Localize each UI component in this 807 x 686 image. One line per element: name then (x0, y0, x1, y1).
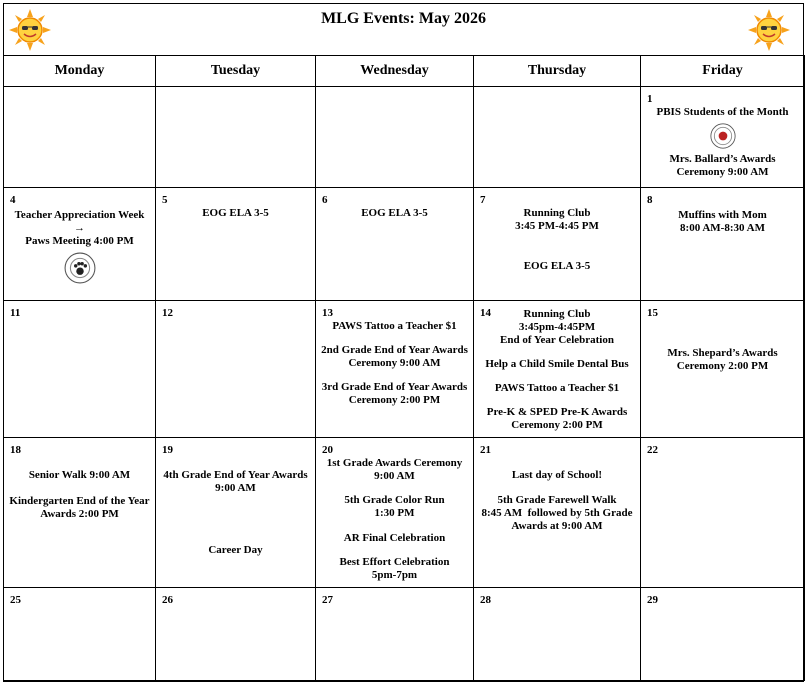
event: EOG ELA 3-5 (523, 260, 591, 272)
week-row (4, 188, 805, 301)
day-cell-20[interactable] (316, 438, 474, 588)
event: 3:45 PM-4:45 PM (515, 220, 599, 232)
event: Kindergarten End of the Year (9, 495, 150, 507)
weekday-thursday: Thursday (474, 56, 641, 87)
week-row (4, 301, 805, 438)
event: PAWS Tattoo a Teacher $1 (332, 320, 457, 332)
event: 5th Grade Color Run (344, 494, 445, 506)
day-number: 12 (162, 307, 173, 319)
day-number: 11 (10, 307, 21, 319)
day-number: 21 (480, 444, 491, 456)
day-number: 13 (322, 307, 333, 319)
calendar-grid (3, 55, 805, 681)
day-cell-11[interactable] (4, 301, 156, 438)
week-row (4, 87, 805, 188)
event: Ceremony 2:00 PM (511, 419, 603, 431)
event: Ceremony 9:00 AM (676, 166, 769, 178)
day-number: 1 (647, 93, 653, 105)
day-cell-25[interactable] (4, 588, 156, 681)
event: Senior Walk 9:00 AM (28, 469, 131, 481)
day-number: 14 (480, 307, 491, 319)
arrow-icon: → (74, 222, 85, 234)
event: 8:45 AM followed by 5th Grade (481, 507, 633, 519)
event: 1st Grade Awards Ceremony (326, 457, 463, 469)
event: Muffins with Mom (678, 209, 767, 221)
day-cell-29[interactable] (641, 588, 805, 681)
day-number: 26 (162, 594, 173, 606)
event: End of Year Celebration (500, 334, 614, 346)
school-seal-icon (710, 123, 736, 149)
event: Best Effort Celebration (339, 556, 450, 568)
event: Last day of School! (511, 469, 603, 481)
day-cell-18[interactable] (4, 438, 156, 588)
empty-day-cell (4, 87, 156, 188)
week-row (4, 588, 805, 681)
day-cell-4[interactable] (4, 188, 156, 301)
day-cell-6[interactable] (316, 188, 474, 301)
event: Ceremony 2:00 PM (676, 360, 769, 372)
event: 8:00 AM-8:30 AM (680, 222, 765, 234)
event: 3rd Grade End of Year Awards (321, 381, 468, 393)
day-number: 29 (647, 594, 658, 606)
empty-day-cell (316, 87, 474, 188)
day-cell-15[interactable] (641, 301, 805, 438)
day-cell-19[interactable] (156, 438, 316, 588)
weekday-friday: Friday (641, 56, 805, 87)
day-cell-28[interactable] (474, 588, 641, 681)
event: Ceremony 9:00 AM (348, 357, 441, 369)
day-number: 5 (162, 194, 168, 206)
day-cell-27[interactable] (316, 588, 474, 681)
event: Paws Meeting 4:00 PM (25, 235, 134, 247)
day-cell-14[interactable] (474, 301, 641, 438)
event: Awards 2:00 PM (40, 508, 119, 520)
day-cell-5[interactable] (156, 188, 316, 301)
day-cell-8[interactable] (641, 188, 805, 301)
day-cell-7[interactable] (474, 188, 641, 301)
day-number: 8 (647, 194, 653, 206)
event: 5th Grade Farewell Walk (497, 494, 617, 506)
day-cell-12[interactable] (156, 301, 316, 438)
day-cell-26[interactable] (156, 588, 316, 681)
day-cell-1[interactable] (641, 87, 805, 188)
event: Running Club (523, 207, 591, 219)
paw-seal-icon (64, 252, 96, 284)
empty-day-cell (474, 87, 641, 188)
day-number: 20 (322, 444, 333, 456)
page-title: MLG Events: May 2026 (321, 10, 486, 27)
day-number: 15 (647, 307, 658, 319)
day-number: 28 (480, 594, 491, 606)
event: EOG ELA 3-5 (361, 207, 428, 219)
day-number: 19 (162, 444, 173, 456)
event: Ceremony 2:00 PM (348, 394, 441, 406)
event: 4th Grade End of Year Awards (163, 469, 308, 481)
day-number: 25 (10, 594, 21, 606)
weekday-wednesday: Wednesday (316, 56, 474, 87)
event: Help a Child Smile Dental Bus (485, 358, 629, 370)
event: PBIS Students of the Month (656, 106, 789, 118)
day-number: 22 (647, 444, 658, 456)
day-number: 27 (322, 594, 333, 606)
weekday-tuesday: Tuesday (156, 56, 316, 87)
event: 1:30 PM (374, 507, 415, 519)
day-cell-21[interactable] (474, 438, 641, 588)
day-cell-22[interactable] (641, 438, 805, 588)
event: 3:45pm-4:45PM (518, 321, 596, 333)
event: 5pm-7pm (371, 569, 418, 581)
day-number: 6 (322, 194, 328, 206)
event: Career Day (208, 544, 263, 556)
event: PAWS Tattoo a Teacher $1 (494, 382, 620, 394)
event: Awards at 9:00 AM (511, 520, 603, 532)
day-number: 4 (10, 194, 16, 206)
event: Mrs. Ballard’s Awards (669, 153, 776, 165)
weekday-monday: Monday (4, 56, 156, 87)
event: EOG ELA 3-5 (202, 207, 269, 219)
event: 9:00 AM (215, 482, 256, 494)
event: Pre-K & SPED Pre-K Awards (486, 406, 628, 418)
day-number: 18 (10, 444, 21, 456)
empty-day-cell (156, 87, 316, 188)
day-number: 7 (480, 194, 486, 206)
event: Mrs. Shepard’s Awards (667, 347, 778, 359)
event: Teacher Appreciation Week (14, 209, 145, 221)
event: 9:00 AM (374, 470, 415, 482)
day-cell-13[interactable] (316, 301, 474, 438)
event: 2nd Grade End of Year Awards (321, 344, 468, 356)
weekday-header-row (4, 56, 805, 87)
event: AR Final Celebration (343, 532, 446, 544)
week-row (4, 438, 805, 588)
event: Running Club (523, 308, 591, 320)
